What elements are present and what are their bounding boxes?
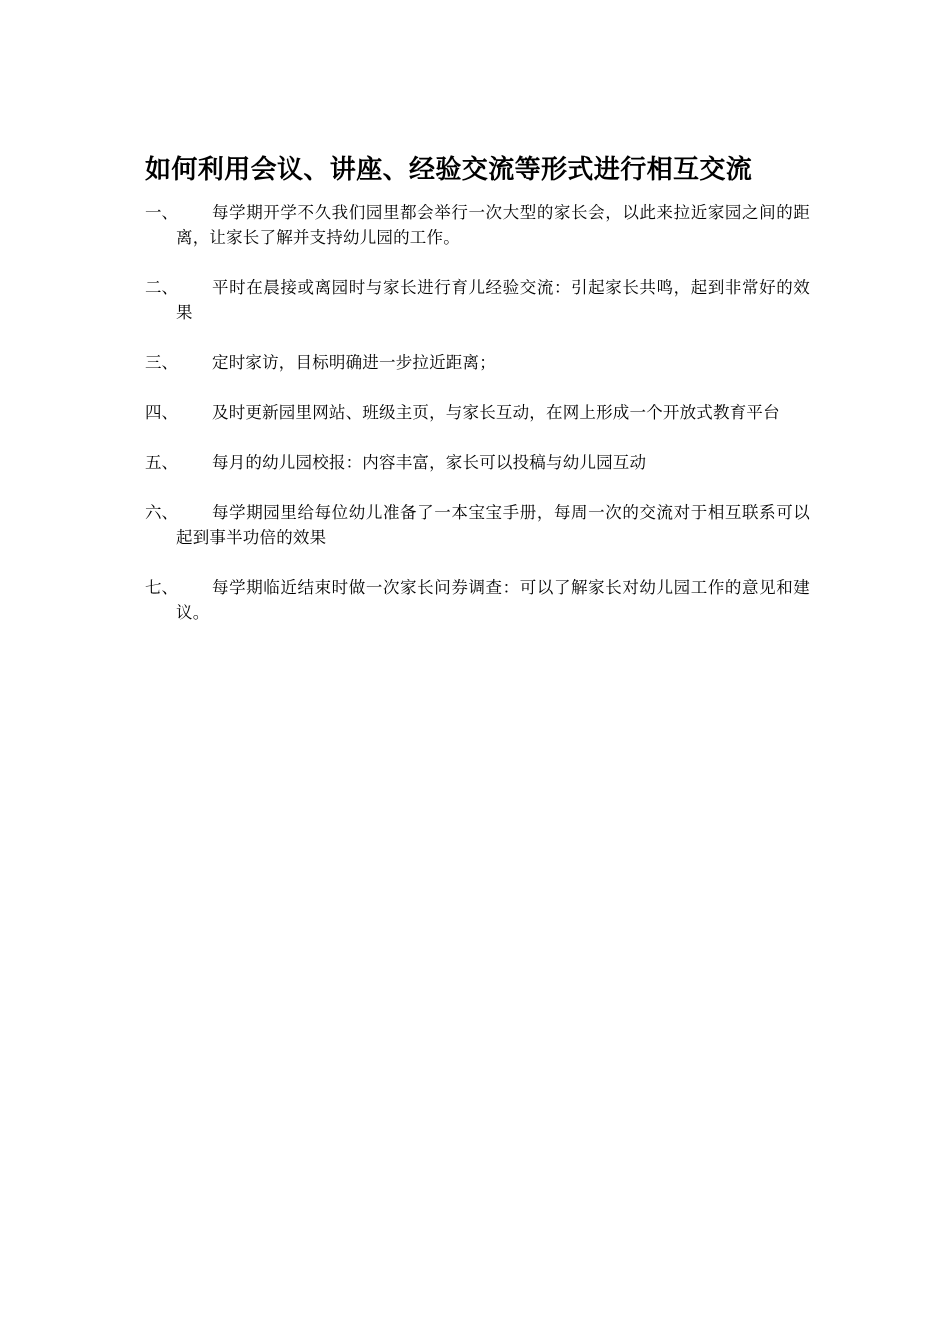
- item-list: [145, 200, 810, 650]
- item-number: 六、: [145, 503, 178, 522]
- list-item: [145, 200, 810, 250]
- item-number: 三、: [145, 353, 178, 372]
- item-text: 每学期园里给每位幼儿准备了一本宝宝手册，每周一次的交流对于相互联系可以起到事半功倍的效果: [176, 503, 810, 547]
- list-item: [145, 450, 810, 475]
- item-number: 五、: [145, 453, 178, 472]
- list-item: [145, 400, 810, 425]
- list-item: [145, 575, 810, 625]
- item-number: 七、: [145, 578, 178, 597]
- item-text: 平时在晨接或离园时与家长进行育儿经验交流：引起家长共鸣，起到非常好的效果: [176, 278, 810, 322]
- item-text: 及时更新园里网站、班级主页，与家长互动，在网上形成一个开放式教育平台: [212, 403, 780, 422]
- list-item: [145, 500, 810, 550]
- item-number: 二、: [145, 278, 178, 297]
- item-number: 四、: [145, 403, 178, 422]
- item-text: 每月的幼儿园校报：内容丰富，家长可以投稿与幼儿园互动: [212, 453, 647, 472]
- item-text: 每学期开学不久我们园里都会举行一次大型的家长会，以此来拉近家园之间的距离，让家长了解并支持幼儿园的工作。: [176, 203, 810, 247]
- item-text: 定时家访，目标明确进一步拉近距离；: [212, 353, 496, 372]
- item-text: 每学期临近结束时做一次家长问券调查：可以了解家长对幼儿园工作的意见和建议。: [176, 578, 810, 622]
- list-item: [145, 275, 810, 325]
- document-title: 如何利用会议、讲座、经验交流等形式进行相互交流: [145, 155, 753, 185]
- item-number: 一、: [145, 203, 178, 222]
- list-item: [145, 350, 810, 375]
